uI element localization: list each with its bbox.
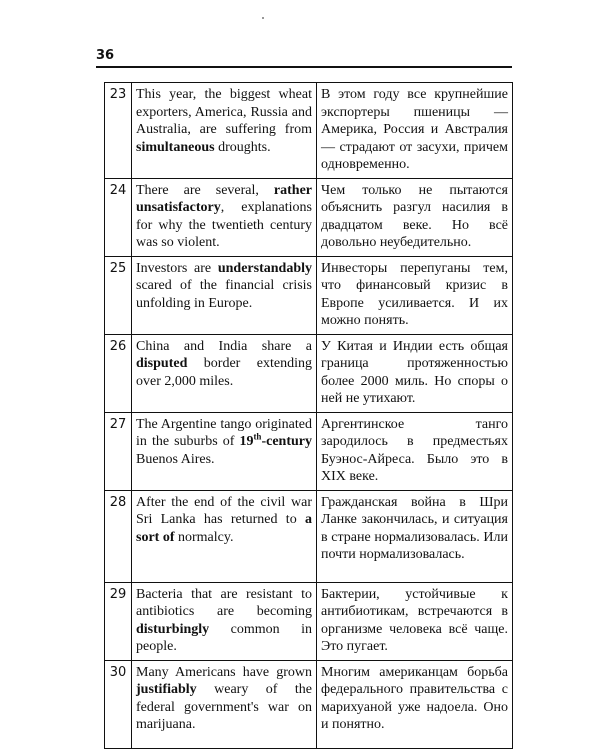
highlighted-word: rather unsatisfactory <box>136 182 312 215</box>
table-row <box>105 490 513 582</box>
table-row <box>105 582 513 660</box>
table-row <box>105 256 513 334</box>
highlighted-word: justifiably <box>136 682 197 697</box>
russian-translation: Чем только не пытаются объяснить разгул насилия в двадцатом веке. Но всё довольно неубедительно. <box>317 178 513 256</box>
row-number: 25 <box>105 256 132 334</box>
highlighted-word: 19th-century <box>239 431 312 449</box>
row-number: 30 <box>105 660 132 748</box>
english-sentence: China and India share a disputed border extending over 2,000 miles. <box>132 334 317 412</box>
table-row <box>105 334 513 412</box>
russian-translation: Многим американцам борьба федерального правительства с марихуаной уже надоела. Оно и понятно. <box>317 660 513 748</box>
russian-translation: Аргентинское танго зародилось в предместьях Буэнос-Айреса. Было это в XIX веке. <box>317 412 513 490</box>
english-sentence: This year, the biggest wheat exporters, America, Russia and Australia, are suffering from simultaneous droughts. <box>132 83 317 179</box>
russian-translation: Инвесторы перепуганы тем, что финансовый кризис в Европе усиливается. И их можно понять. <box>317 256 513 334</box>
row-number: 26 <box>105 334 132 412</box>
row-number: 29 <box>105 582 132 660</box>
row-number: 23 <box>105 83 132 179</box>
highlighted-word: simultaneous <box>136 139 215 155</box>
english-sentence: Many Americans have grown justifiably weary of the federal government's war on marijuana. <box>132 660 317 748</box>
table-row <box>105 412 513 490</box>
english-sentence: There are several, rather unsatisfactory, explanations for why the twentieth century was so violent. <box>132 178 317 256</box>
highlighted-word: disturbingly <box>136 621 210 637</box>
english-sentence: Bacteria that are resistant to antibiotics are becoming disturbingly common in people. <box>132 582 317 660</box>
highlighted-word: a sort of <box>136 512 312 545</box>
highlighted-word: disputed <box>136 356 188 371</box>
table-row <box>105 660 513 748</box>
english-sentence: After the end of the civil war Sri Lanka has returned to a sort of normalcy. <box>132 490 317 582</box>
page-number: 36 <box>96 48 115 63</box>
table-row <box>105 178 513 256</box>
translation-table <box>104 82 513 749</box>
english-sentence: The Argentine tango originated in the suburbs of 19th-century Buenos Aires. <box>132 412 317 490</box>
russian-translation: Бактерии, устойчивые к антибиотикам, встречаются в организме человека всё чаще. Это пугает. <box>317 582 513 660</box>
table-row <box>105 83 513 179</box>
header-rule <box>96 66 512 68</box>
russian-translation: В этом году все крупнейшие экспортеры пшеницы — Америка, Россия и Австралия — страдают от засухи, причем одновременно. <box>317 83 513 179</box>
highlighted-word: understandably <box>217 260 312 276</box>
russian-translation: У Китая и Индии есть общая граница протяженностью более 2000 миль. Но споры о ней не утихают. <box>317 334 513 412</box>
english-sentence: Investors are understandably scared of the financial crisis unfolding in Europe. <box>132 256 317 334</box>
russian-translation: Гражданская война в Шри Ланке закончилась, и ситуация в стране нормализовалась. Или почти нормализовалась. <box>317 490 513 582</box>
row-number: 28 <box>105 490 132 582</box>
row-number: 27 <box>105 412 132 490</box>
scan-speck <box>262 17 264 19</box>
row-number: 24 <box>105 178 132 256</box>
